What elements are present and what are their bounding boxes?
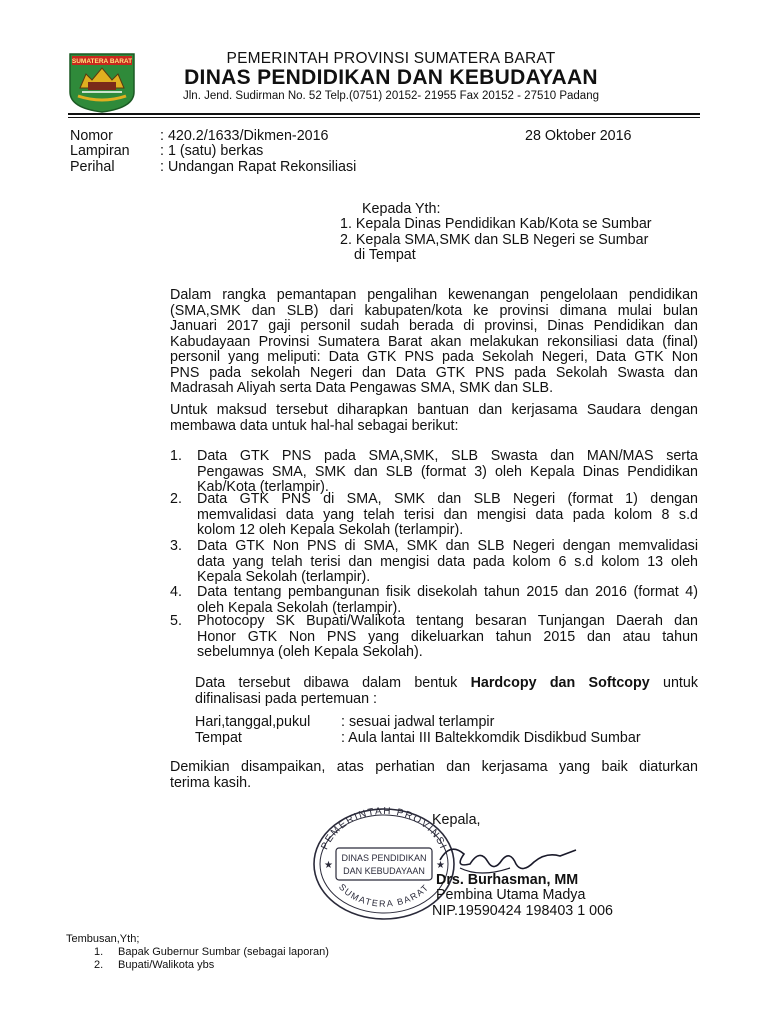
paragraph-line: Kabudayaan Provinsi Sumatera Barat akan melakukan rekonsiliasi data (final) bbox=[170, 333, 698, 350]
list-number: 2. bbox=[170, 491, 182, 507]
lampiran-label: Lampiran bbox=[70, 143, 130, 159]
paragraph-line: Madrasah Aliyah serta Data Pengawas SMA, SMK dan SLB. bbox=[170, 380, 554, 396]
paragraph-line: personil yang meliputi: Data GTK PNS pada Sekolah Negeri, Data GTK Non bbox=[170, 349, 698, 365]
nomor-label: Nomor bbox=[70, 128, 113, 144]
list-item-line: kolom 12 oleh Kepala Sekolah (terlampir). bbox=[197, 522, 464, 538]
signatory-rank: Pembina Utama Madya bbox=[436, 887, 586, 903]
list-number: 3. bbox=[170, 538, 182, 554]
list-item-line: Data tentang pembangunan fisik disekolah tahun 2015 dan 2016 (format 4) bbox=[197, 584, 698, 600]
list-number: 1. bbox=[170, 448, 182, 464]
header-address: Jln. Jend. Sudirman No. 52 Telp.(0751) 20152- 21955 Fax 20152 - 27510 Padang bbox=[183, 90, 599, 102]
stamp-top-text: PEMERINTAH PROVINSI bbox=[319, 806, 449, 852]
list-item-line: Honor GTK Non PNS yang dikeluarkan tahun 2015 dan atau tahun bbox=[197, 628, 698, 645]
tembusan-item: Bapak Gubernur Sumbar (sebagai laporan) bbox=[118, 946, 329, 958]
address-greeting: Kepada Yth: bbox=[362, 201, 441, 217]
meeting-date-value: : sesuai jadwal terlampir bbox=[341, 714, 495, 730]
address-line-3: di Tempat bbox=[354, 247, 416, 263]
paragraph-closing bbox=[170, 760, 698, 791]
lampiran-value: : 1 (satu) berkas bbox=[160, 143, 264, 159]
list-item-line: Kepala Sekolah (terlampir). bbox=[197, 569, 371, 585]
svg-text:SUMATERA BARAT bbox=[337, 882, 431, 909]
address-line-2: 2. Kepala SMA,SMK dan SLB Negeri se Sumbar bbox=[340, 232, 649, 248]
signatory-name: Drs. Burhasman, MM bbox=[436, 872, 579, 888]
list-number: 4. bbox=[170, 584, 182, 600]
svg-text:★: ★ bbox=[324, 860, 333, 871]
signatory-nip: NIP.19590424 198403 1 006 bbox=[432, 903, 614, 919]
list-item-line: Photocopy SK Bupati/Walikota tentang besaran Tunjangan Daerah dan bbox=[197, 613, 698, 629]
list-number: 5. bbox=[170, 613, 182, 629]
logo-text: SUMATERA BARAT bbox=[71, 58, 133, 65]
list-item-line: Pengawas SMA, SMK dan SLB (format 3) oleh Kepala Dinas Pendidikan bbox=[197, 463, 698, 480]
paragraph-line: (SMA,SMK dan SLB) dari kabupaten/kota ke provinsi dimana mulai bulan bbox=[170, 302, 698, 319]
paragraph-format bbox=[195, 676, 698, 707]
list-item-line: sebelumnya (oleh Kepala Sekolah). bbox=[197, 644, 423, 660]
list-item-line: Data GTK PNS pada SMA,SMK, SLB Swasta dan MAN/MAS serta bbox=[197, 448, 698, 464]
header-government: PEMERINTAH PROVINSI SUMATERA BARAT bbox=[226, 50, 556, 67]
perihal-label: Perihal bbox=[70, 159, 115, 175]
letter-date: 28 Oktober 2016 bbox=[525, 128, 632, 144]
header-agency: DINAS PENDIDIKAN DAN KEBUDAYAAN bbox=[184, 66, 598, 89]
meeting-place-label: Tempat bbox=[195, 730, 242, 746]
list-item bbox=[197, 492, 698, 539]
tembusan-title: Tembusan,Yth; bbox=[66, 933, 140, 945]
list-item-line: Data GTK Non PNS di SMA, SMK dan SLB Negeri dengan memvalidasi bbox=[197, 538, 698, 554]
paragraph-line: Januari 2017 gaji personil sudah berada di provinsi, Dinas Pendidikan dan bbox=[170, 318, 698, 334]
paragraph-line: Dalam rangka pemantapan pengalihan kewenangan pengelolaan pendidikan bbox=[170, 287, 698, 303]
nomor-value: : 420.2/1633/Dikmen-2016 bbox=[160, 128, 329, 144]
perihal-value: : Undangan Rapat Rekonsiliasi bbox=[160, 159, 357, 175]
signature-title: Kepala, bbox=[432, 812, 481, 828]
list-item bbox=[197, 539, 698, 586]
list-item-line: memvalidasi data yang telah terisi dan mengisi data pada kolom 8 s.d bbox=[197, 506, 698, 523]
tembusan-number: 1. bbox=[94, 946, 104, 958]
paragraph-purpose bbox=[170, 403, 698, 434]
format-text: Data tersebut dibawa dalam bentuk bbox=[195, 675, 471, 691]
list-item bbox=[197, 449, 698, 496]
paragraph-line: membawa data untuk hal-hal sebagai berikut: bbox=[170, 417, 459, 434]
paragraph-line: terima kasih. bbox=[170, 774, 252, 791]
list-item-line: oleh Kepala Sekolah (terlampir). bbox=[197, 599, 402, 616]
list-item bbox=[197, 585, 698, 616]
stamp-inner-1: DINAS PENDIDIKAN bbox=[341, 853, 427, 863]
paragraph-line: Untuk maksud tersebut diharapkan bantuan dan kerjasama Saudara dengan bbox=[170, 402, 698, 418]
paragraph-intro bbox=[170, 288, 698, 397]
header-rule-thick bbox=[68, 113, 700, 115]
stamp-bottom-text: SUMATERA BARAT bbox=[336, 881, 432, 909]
svg-text:★: ★ bbox=[436, 860, 445, 871]
meeting-place-value: : Aula lantai III Baltekkomdik Disdikbud Sumbar bbox=[341, 730, 641, 746]
format-line-2: difinalisasi pada pertemuan : bbox=[195, 690, 377, 707]
tembusan-number: 2. bbox=[94, 959, 104, 971]
format-bold: Hardcopy dan Softcopy bbox=[470, 675, 650, 691]
list-item bbox=[197, 614, 698, 661]
paragraph-line: Demikian disampaikan, atas perhatian dan kerjasama yang baik diaturkan bbox=[170, 759, 698, 775]
format-text-end: untuk bbox=[649, 675, 699, 691]
address-line-1: 1. Kepala Dinas Pendidikan Kab/Kota se Sumbar bbox=[340, 216, 652, 232]
paragraph-line: PNS pada sekolah Negeri dan Data GTK PNS pada Sekolah Swasta dan bbox=[170, 364, 698, 381]
stamp-inner-2: DAN KEBUDAYAAN bbox=[343, 866, 425, 876]
tembusan-item: Bupati/Walikota ybs bbox=[118, 959, 215, 971]
header-rule-thin bbox=[68, 117, 700, 118]
list-item-line: data yang telah terisi dan mengisi data pada kolom 6 s.d kolom 13 oleh bbox=[197, 553, 698, 570]
list-item-line: Kab/Kota (terlampir). bbox=[197, 479, 329, 495]
province-logo bbox=[66, 52, 138, 114]
list-item-line: Data GTK PNS di SMA, SMK dan SLB Negeri (format 1) dengan bbox=[197, 491, 698, 507]
meeting-date-label: Hari,tanggal,pukul bbox=[195, 714, 311, 730]
